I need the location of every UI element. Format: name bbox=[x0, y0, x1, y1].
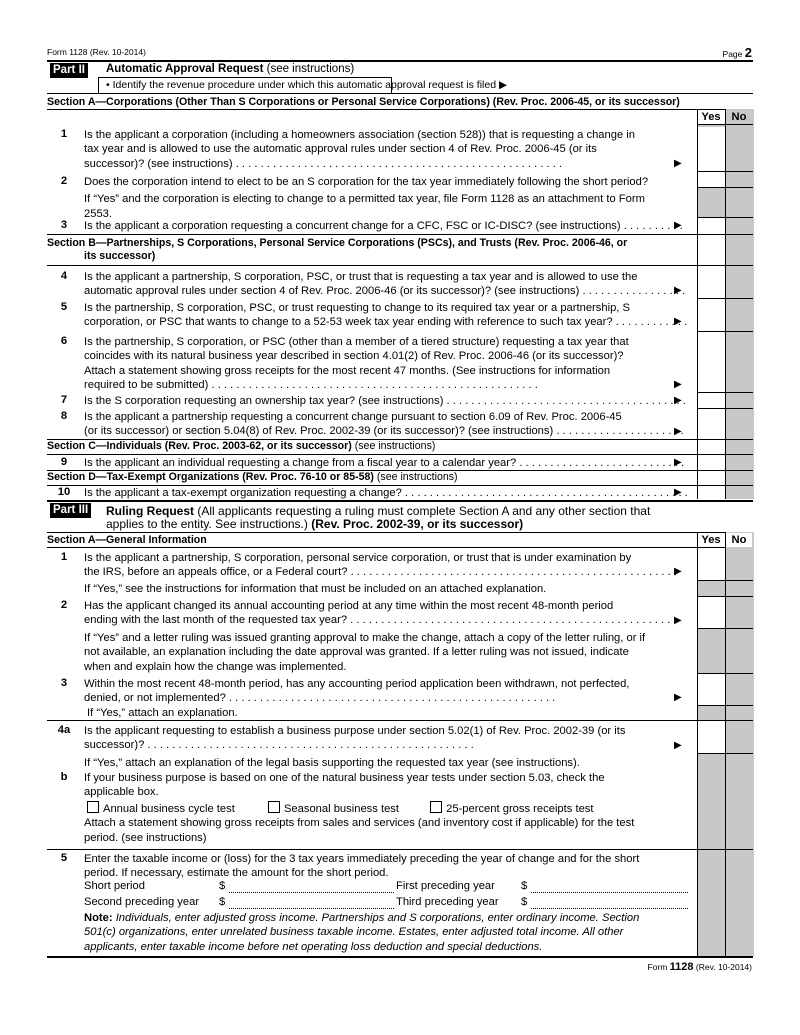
income-note bbox=[84, 911, 687, 954]
q-line: If “Yes” and the corporation is electing to change to a permitted tax year, file Form 1128 as an attachment to Form bbox=[84, 193, 645, 206]
part2-section-d bbox=[47, 471, 753, 484]
divider bbox=[697, 596, 753, 597]
q-line: not available, an explanation including the date approval was granted. If a letter ruling was not issued, indicate bbox=[84, 646, 629, 659]
q-number: 2 bbox=[60, 175, 68, 187]
question-6 bbox=[84, 335, 687, 393]
secB-line: its successor) bbox=[84, 250, 156, 262]
short-period-input[interactable] bbox=[229, 882, 394, 893]
part2-section-a: Section A—Corporations (Other Than S Corporations or Personal Service Corporations) (Rev. Proc. 2006-45, or its successor) bbox=[47, 96, 680, 108]
secD-note: (see instructions) bbox=[376, 471, 458, 483]
divider bbox=[47, 500, 753, 502]
q-line: Attach a statement showing gross receipts from sales and services (and inventory cost if applicable) for the test bbox=[84, 817, 635, 830]
second-preceding-label: Second preceding year bbox=[84, 896, 200, 908]
no-header: No bbox=[731, 534, 747, 546]
identify-note: • Identify the revenue procedure under which this automatic approval request is filed ▶ bbox=[106, 79, 508, 91]
divider bbox=[47, 956, 753, 958]
arrow-icon: ▶ bbox=[674, 457, 682, 468]
part3-desc: (Rev. Proc. 2002-39, or its successor) bbox=[311, 517, 524, 531]
note-label: Note: bbox=[84, 912, 113, 924]
q-line: required to be submitted) . . . bbox=[84, 378, 687, 392]
arrow-icon: ▶ bbox=[674, 220, 682, 231]
note-line: applicants, enter taxable income before net operating loss deduction and special deductions. bbox=[84, 940, 543, 953]
q-number: 5 bbox=[60, 301, 68, 313]
yes-header: Yes bbox=[701, 111, 721, 123]
grey-cell bbox=[698, 125, 725, 127]
q-number: 6 bbox=[60, 335, 68, 347]
q-line: ending with the last month of the requested tax year? . . . bbox=[84, 613, 687, 627]
question-3: Is the applicant a corporation requesting a concurrent change for a CFC, FSC or IC-DISC? (see instructions) . . . bbox=[84, 219, 687, 233]
arrow-icon: ▶ bbox=[674, 615, 682, 626]
part3-label: Part III bbox=[50, 503, 91, 518]
secC-note: (see instructions) bbox=[354, 440, 436, 452]
dollar-sign: $ bbox=[521, 896, 528, 908]
q-line: Is the applicant a corporation (including a homeowners association (section 528)) that is requesting a change in bbox=[84, 129, 635, 141]
footer-form-num: 1128 bbox=[669, 961, 694, 973]
grey-cell bbox=[698, 754, 725, 849]
divider bbox=[697, 408, 753, 409]
q-line: when and explain how the change was implemented. bbox=[84, 660, 347, 673]
divider bbox=[697, 217, 753, 218]
secB-line: Section B—Partnerships, S Corporations, Personal Service Corporations (PSCs), and Trusts (Rev. Proc. 2006-46, or bbox=[47, 237, 628, 249]
q-number: 4a bbox=[57, 724, 71, 736]
footer-rev: (Rev. 10-2014) bbox=[695, 962, 752, 972]
q-line: applicable box. bbox=[84, 786, 159, 799]
part2-title: Automatic Approval Request bbox=[106, 63, 264, 75]
q-line: Is the partnership, S corporation, or PSC (other than a member of a tiered structure) requesting a tax year that bbox=[84, 336, 629, 348]
question-1 bbox=[84, 128, 687, 171]
divider bbox=[47, 849, 753, 850]
part3-desc: applies to the entity. See instructions.) bbox=[106, 517, 308, 531]
short-period-label: Short period bbox=[84, 880, 145, 892]
checkbox-label: 25-percent gross receipts test bbox=[446, 802, 594, 815]
q-line: automatic approval rules under section 4 of Rev. Proc. 2006-46 (or its successor)? (see instructions) . . . bbox=[84, 284, 687, 298]
no-header: No bbox=[731, 111, 747, 123]
divider bbox=[697, 673, 753, 674]
divider bbox=[47, 265, 753, 266]
q-line: the IRS, before an appeals office, or a Federal court? . . . bbox=[84, 565, 687, 579]
checkbox-row bbox=[84, 801, 687, 816]
question-5 bbox=[84, 301, 687, 330]
dollar-sign: $ bbox=[219, 880, 226, 892]
q-line: (or its successor) or section 5.04(8) of Rev. Proc. 2002-39 (or its successor)? (see instructions) . . . bbox=[84, 424, 687, 438]
first-preceding-input[interactable] bbox=[531, 882, 688, 893]
grey-cell bbox=[698, 850, 725, 956]
arrow-icon: ▶ bbox=[674, 426, 682, 437]
q-line: Is the partnership, S corporation, PSC, or trust requesting to change to its required tax year or a partnership, S bbox=[84, 302, 630, 314]
secD-title: Section D—Tax-Exempt Organizations (Rev. Proc. 76-10 or 85-58) bbox=[47, 471, 374, 483]
q-line: denied, or not implemented? . . . bbox=[84, 691, 687, 705]
q-line: If “Yes” and a letter ruling was issued granting approval to make the change, attach a copy of the letter ruling, or if bbox=[84, 631, 646, 644]
note-line: Individuals, enter adjusted gross income. Partnerships and S corporations, enter ordinary income. Section bbox=[115, 912, 640, 924]
p3-question-4a bbox=[84, 724, 687, 770]
q-number: 3 bbox=[60, 219, 68, 231]
p3-question-2 bbox=[84, 599, 687, 674]
arrow-icon: ▶ bbox=[674, 487, 682, 498]
page-label: Page bbox=[722, 49, 743, 59]
question-8 bbox=[84, 410, 687, 439]
divider bbox=[47, 454, 753, 455]
footer bbox=[647, 961, 752, 973]
part2-section-b bbox=[47, 237, 697, 263]
q-line: Does the corporation intend to elect to be an S corporation for the tax year immediately following the short period? bbox=[84, 176, 649, 188]
q-line: period. (see instructions) bbox=[84, 831, 207, 844]
dollar-sign: $ bbox=[219, 896, 226, 908]
q-number: 10 bbox=[57, 486, 71, 498]
divider bbox=[47, 109, 753, 110]
part2-title-note: (see instructions) bbox=[266, 63, 355, 75]
q-number: 9 bbox=[60, 456, 68, 468]
p3-question-3 bbox=[84, 677, 687, 720]
grey-cell bbox=[698, 629, 725, 673]
grey-cell bbox=[698, 706, 725, 720]
q-line: If “Yes,” attach an explanation. bbox=[87, 706, 238, 719]
checkbox-label: Seasonal business test bbox=[283, 802, 400, 815]
q-line: If “Yes,” see the instructions for information that must be included on an attached explanation. bbox=[84, 582, 547, 595]
q-number: 1 bbox=[60, 551, 68, 563]
divider bbox=[47, 234, 753, 235]
part3-section-a: Section A—General Information bbox=[47, 534, 207, 546]
arrow-icon: ▶ bbox=[674, 740, 682, 751]
checkbox-label: Annual business cycle test bbox=[103, 802, 235, 815]
part3-title-text: Ruling Request bbox=[106, 504, 195, 518]
q-line: Is the applicant requesting to establish a business purpose under section 5.02(1) of Rev. Proc. 2002-39 (or its bbox=[84, 725, 626, 737]
note-line: 501(c) organizations, enter unrelated business taxable income. Estates, enter adjusted total income. All other bbox=[84, 926, 624, 939]
gross-receipts-checkbox[interactable] bbox=[430, 801, 442, 813]
third-preceding-input[interactable] bbox=[531, 898, 688, 909]
q-line: Within the most recent 48-month period, has any accounting period application been withdrawn, not perfected, bbox=[84, 678, 630, 690]
q-number: b bbox=[60, 771, 68, 783]
arrow-icon: ▶ bbox=[674, 316, 682, 327]
q-line: period. If necessary, estimate the amount for the short period. bbox=[84, 867, 389, 880]
question-7: Is the S corporation requesting an ownership tax year? (see instructions) . . . bbox=[84, 394, 687, 408]
grey-cell bbox=[698, 581, 725, 596]
q-number: 5 bbox=[60, 852, 68, 864]
arrow-icon: ▶ bbox=[674, 566, 682, 577]
p3-question-5 bbox=[84, 852, 687, 881]
p3-question-4b bbox=[84, 771, 687, 845]
grey-cell bbox=[698, 188, 725, 217]
third-preceding-label: Third preceding year bbox=[396, 896, 499, 908]
part3-title bbox=[106, 505, 716, 531]
question-10: Is the applicant a tax-exempt organization requesting a change? . . . bbox=[84, 486, 687, 500]
second-preceding-input[interactable] bbox=[229, 898, 394, 909]
divider bbox=[47, 547, 753, 548]
q-line: successor)? (see instructions) . . . bbox=[84, 157, 687, 171]
arrow-icon: ▶ bbox=[674, 285, 682, 296]
q-number: 7 bbox=[60, 394, 68, 406]
page-num: 2 bbox=[744, 45, 752, 60]
footer-form: Form bbox=[647, 962, 668, 972]
arrow-icon: ▶ bbox=[674, 379, 682, 390]
part3-desc: (All applicants requesting a ruling must complete Section A and any other section that bbox=[197, 504, 651, 518]
q-line: Attach a statement showing gross receipts for the most recent 47 months. (See instructions for information bbox=[84, 364, 611, 377]
divider bbox=[47, 532, 753, 533]
divider bbox=[47, 93, 753, 94]
page-number bbox=[723, 45, 752, 60]
q-line: Enter the taxable income or (loss) for the 3 tax years immediately preceding the year of change and for the short bbox=[84, 853, 640, 865]
dollar-sign: $ bbox=[521, 880, 528, 892]
q-line: If “Yes,” attach an explanation of the legal basis supporting the requested tax year (see instructions). bbox=[84, 756, 580, 769]
secC-title: Section C—Individuals (Rev. Proc. 2003-62, or its successor) bbox=[47, 440, 352, 452]
q-line: tax year and is allowed to use the automatic approval rules under section 4 of Rev. Proc. 2006-45 (or its bbox=[84, 143, 597, 156]
q-number: 8 bbox=[60, 410, 68, 422]
q-line: 2553. bbox=[84, 207, 112, 220]
q-line: If your business purpose is based on one of the natural business year tests under section 5.03, check the bbox=[84, 772, 605, 784]
divider bbox=[697, 298, 753, 299]
question-9: Is the applicant an individual requesting a change from a fiscal year to a calendar year? . . . bbox=[84, 456, 687, 470]
q-number: 4 bbox=[60, 270, 68, 282]
q-line: Is the applicant a partnership, S corporation, personal service corporation, or trust that is under examination by bbox=[84, 552, 632, 564]
divider bbox=[697, 171, 753, 172]
p3-question-1 bbox=[84, 551, 687, 596]
q-line: Is the applicant a partnership, S corporation, PSC, or trust that is requesting a tax year and is allowed to use the bbox=[84, 271, 638, 283]
divider bbox=[47, 60, 753, 62]
part2-title-row bbox=[106, 63, 354, 75]
grey-cell bbox=[726, 850, 753, 956]
arrow-icon: ▶ bbox=[674, 395, 682, 406]
question-4 bbox=[84, 270, 687, 299]
q-line: Is the applicant a partnership requesting a concurrent change pursuant to section 6.09 of Rev. Proc. 2006-45 bbox=[84, 411, 622, 423]
q-number: 1 bbox=[60, 128, 68, 140]
q-line: Has the applicant changed its annual accounting period at any time within the most recent 48-month period bbox=[84, 600, 614, 612]
form-revision: Form 1128 (Rev. 10-2014) bbox=[47, 47, 146, 57]
arrow-icon: ▶ bbox=[674, 158, 682, 169]
q-number: 2 bbox=[60, 599, 68, 611]
arrow-icon: ▶ bbox=[674, 692, 682, 703]
q-line: successor)? . . . bbox=[84, 738, 687, 752]
q-line: corporation, or PSC that wants to change to a 52-53 week tax year ending with reference to such tax year? . . . bbox=[84, 315, 687, 329]
q-number: 3 bbox=[60, 677, 68, 689]
divider bbox=[697, 392, 753, 393]
yes-header: Yes bbox=[701, 534, 721, 546]
divider bbox=[47, 720, 753, 721]
seasonal-checkbox[interactable] bbox=[268, 801, 280, 813]
q-line: coincides with its natural business year described in section 4.01(2) of Rev. Proc. 2006-46 (or its successor)? bbox=[84, 350, 624, 363]
first-preceding-label: First preceding year bbox=[396, 880, 495, 892]
divider bbox=[697, 331, 753, 332]
question-2 bbox=[84, 175, 687, 221]
annual-cycle-checkbox[interactable] bbox=[87, 801, 99, 813]
part2-label: Part II bbox=[50, 63, 88, 78]
part2-section-c bbox=[47, 440, 753, 453]
